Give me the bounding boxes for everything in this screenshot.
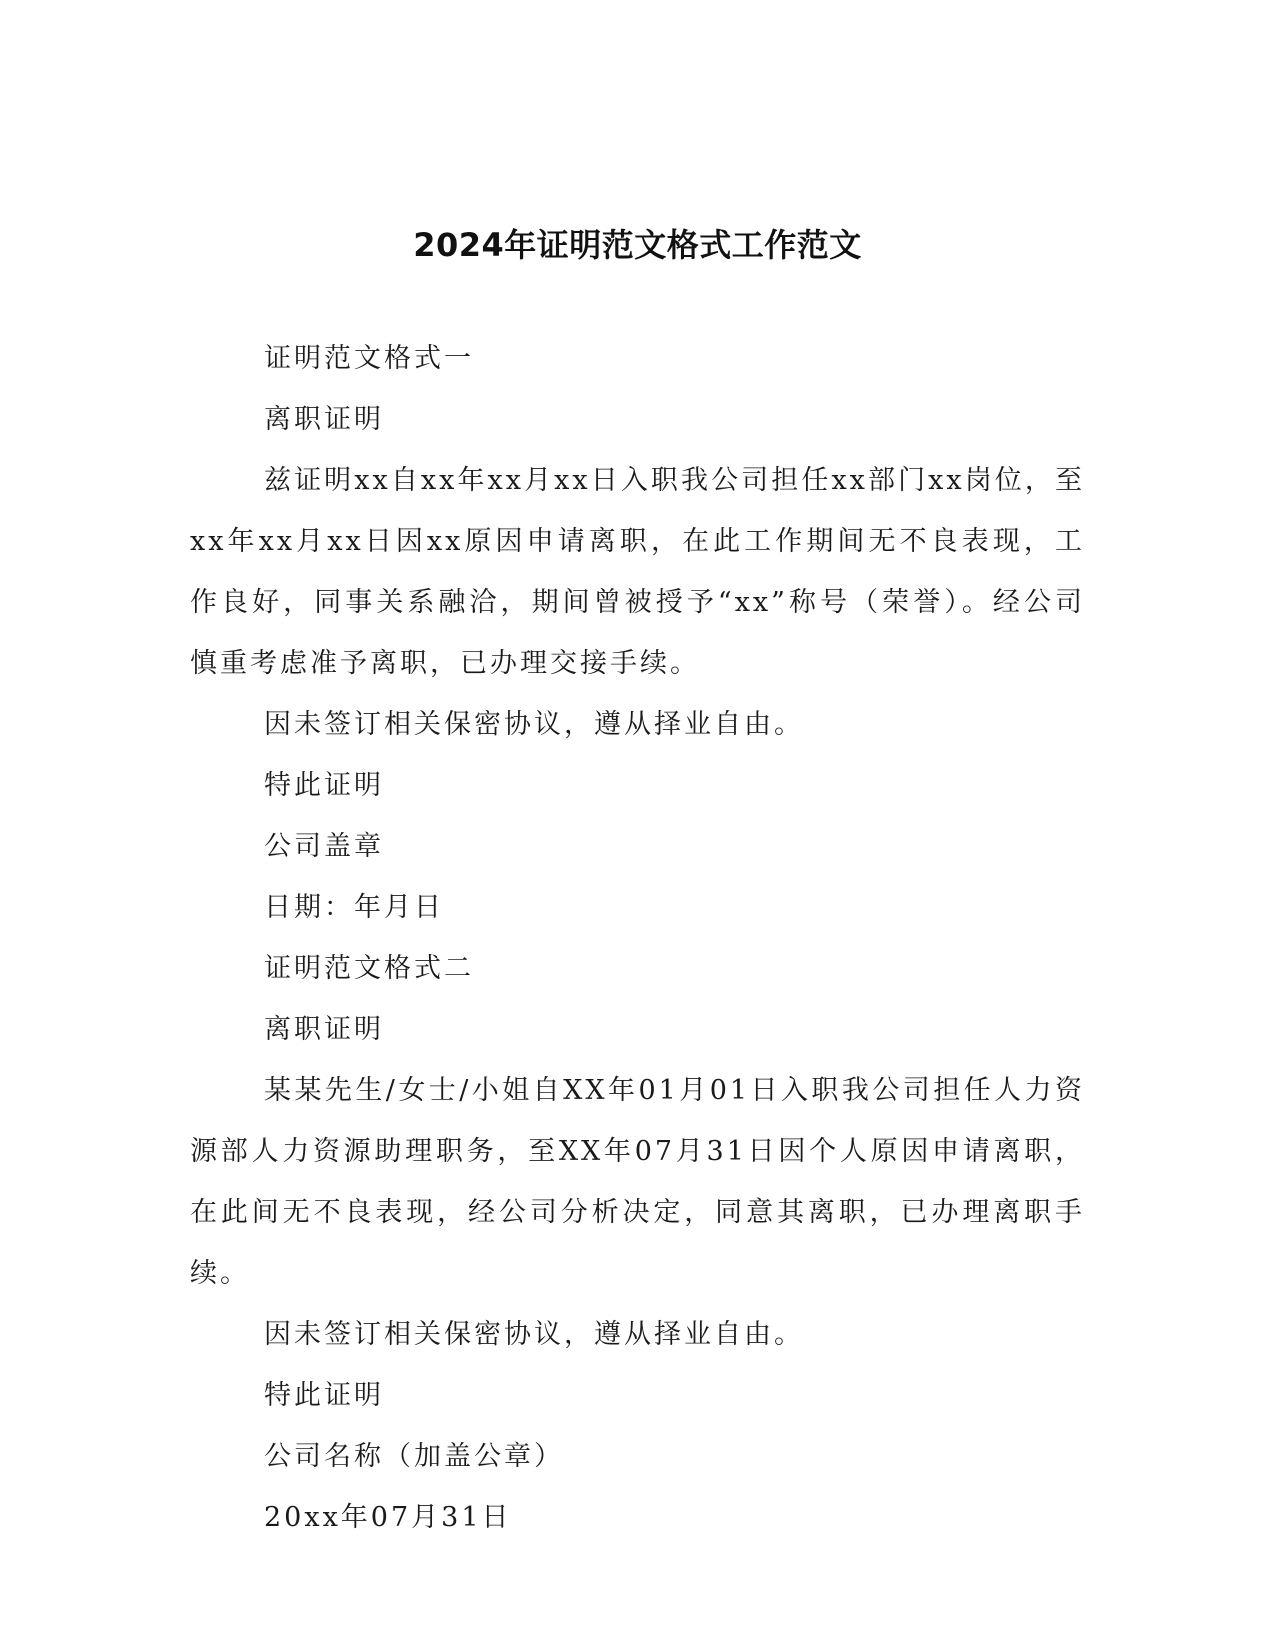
- closing-line: 特此证明: [264, 1380, 384, 1411]
- confidentiality-note: 因未签订相关保密协议，遵从择业自由。: [264, 1319, 804, 1350]
- company-seal-line: 公司盖章: [264, 831, 384, 862]
- closing-line: 特此证明: [264, 770, 384, 801]
- date-line: 日期：年月日: [264, 892, 444, 923]
- document-title: 2024年证明范文格式工作范文: [413, 226, 862, 265]
- letter-title: 离职证明: [264, 1014, 384, 1045]
- letter-body-paragraph: 兹证明xx自xx年xx月xx日入职我公司担任xx部门xx岗位，至xx年xx月xx日因xx原因申请离职，在此工作期间无不良表现，工作良好，同事关系融洽，期间曾被授予“xx”称号（荣誉）。经公司慎重考虑准予离职，已办理交接手续。: [190, 465, 1085, 679]
- section-heading-format-two: 证明范文格式二: [264, 953, 474, 984]
- document-body: [190, 328, 1085, 1548]
- company-name-seal-line: 公司名称（加盖公章）: [264, 1441, 564, 1472]
- section-heading-format-one: 证明范文格式一: [264, 343, 474, 374]
- letter-title: 离职证明: [264, 404, 384, 435]
- letter-body-paragraph: 某某先生/女士/小姐自XX年01月01日入职我公司担任人力资源部人力资源助理职务，至XX年07月31日因个人原因申请离职，在此间无不良表现，经公司分析决定，同意其离职，已办理离职手续。: [190, 1075, 1085, 1289]
- date-line: 20xx年07月31日: [264, 1502, 512, 1533]
- confidentiality-note: 因未签订相关保密协议，遵从择业自由。: [264, 709, 804, 740]
